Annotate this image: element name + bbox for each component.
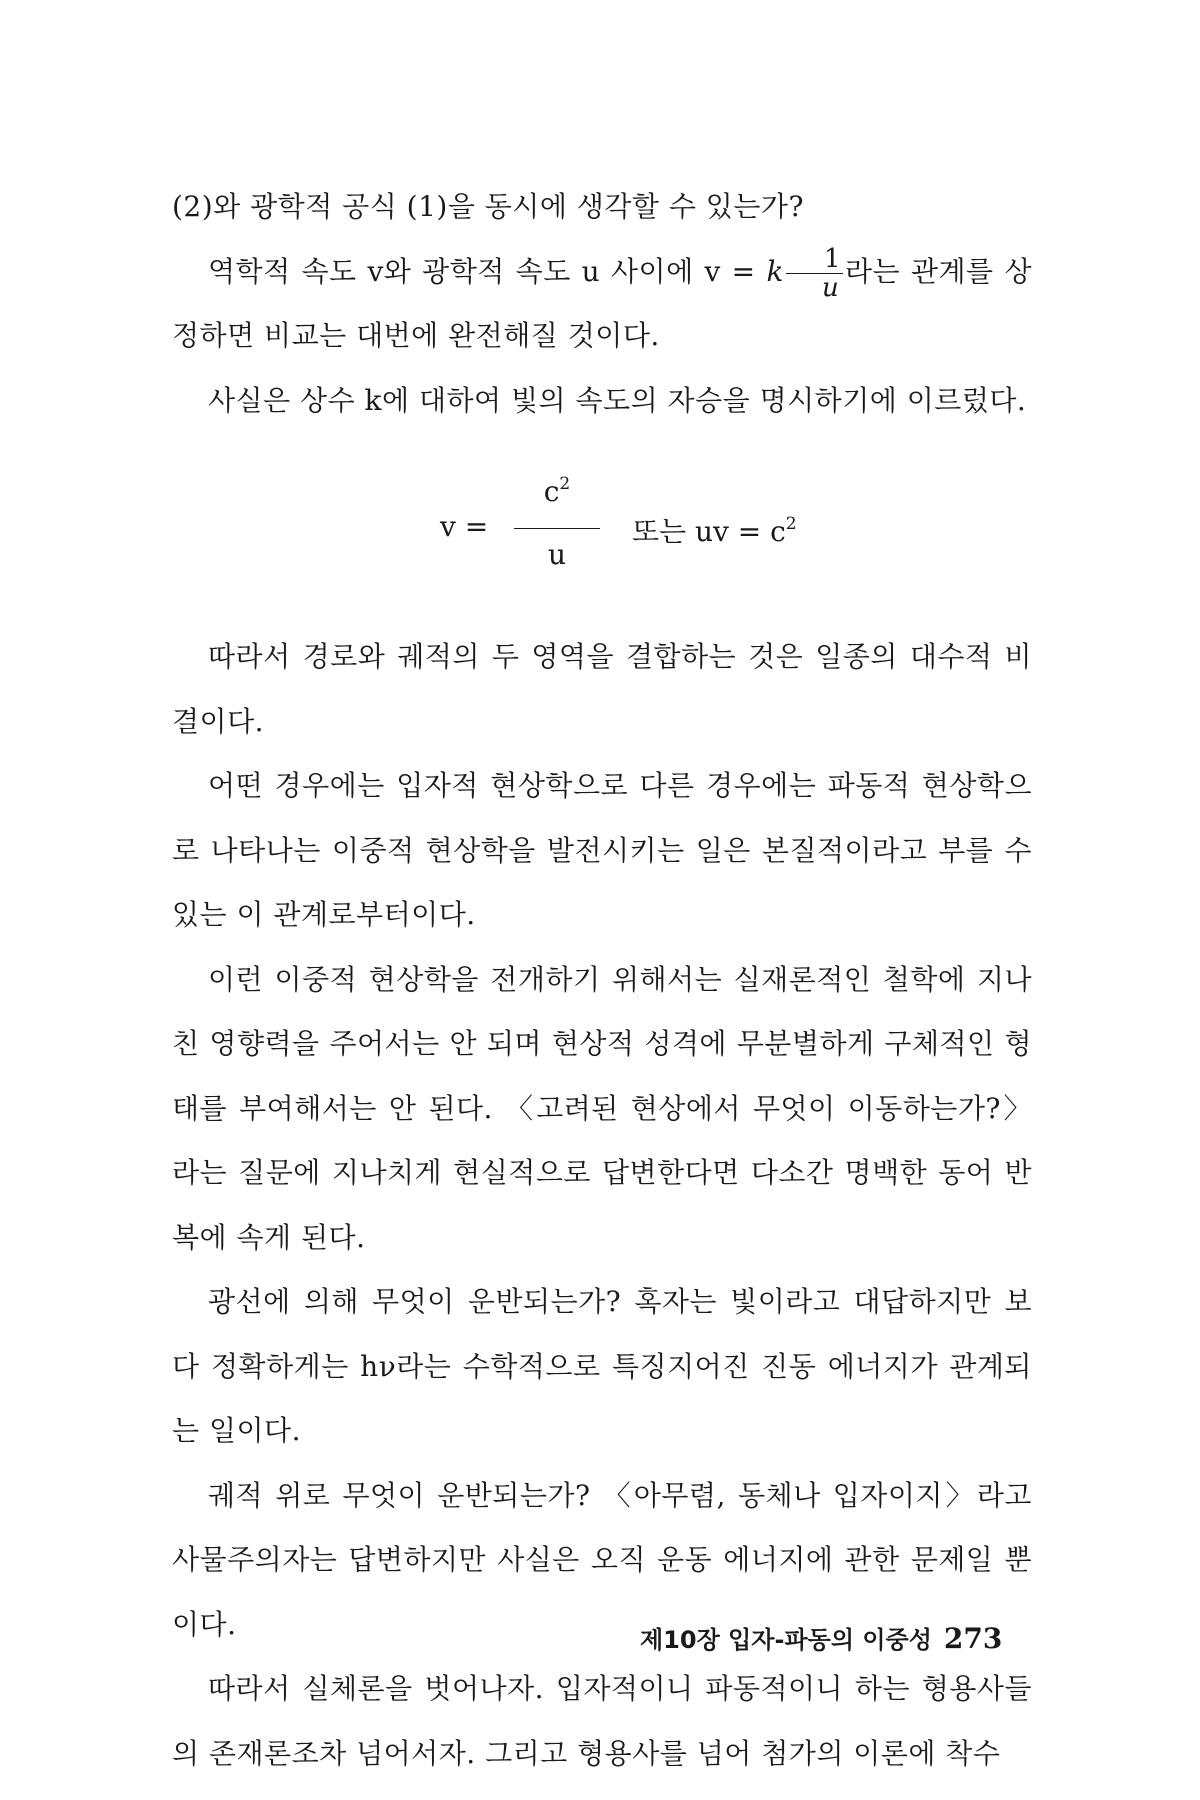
equation-fraction — [514, 470, 600, 575]
equation-connector: 또는 uv = c — [632, 515, 786, 548]
equation-numerator-exponent: 2 — [559, 474, 571, 494]
paragraph-5: 어떤 경우에는 입자적 현상학으로 다른 경우에는 파동적 현상학으로 나타나는 이중적 현상학을 발전시키는 일은 본질적이라고 부를 수 있는 이 관계로부터이다. — [172, 769, 1032, 931]
equation-rhs — [632, 510, 797, 550]
page-footer — [640, 1620, 1003, 1655]
page-number: 273 — [943, 1622, 1003, 1655]
inline-fraction — [786, 243, 843, 303]
paragraph-4: 따라서 경로와 궤적의 두 영역을 결합하는 것은 일종의 대수적 비결이다. — [172, 640, 1032, 738]
equation-rhs-exponent: 2 — [785, 514, 797, 534]
fraction-bar — [514, 528, 600, 529]
paragraph-2-after: 라는 관계를 상정하면 비교는 대번에 완전해질 것이다. — [172, 254, 1032, 352]
inline-fraction-numerator: 1 — [786, 246, 843, 274]
text-block-bottom — [172, 625, 1032, 1786]
equation-numerator-base: c — [543, 475, 560, 508]
paragraph-6: 이런 이중적 현상학을 전개하기 위해서는 실재론적인 철학에 지나친 영향력을 주어서는 안 되며 현상적 성격에 무분별하게 구체적인 형태를 부여해서는 안 된다. 〈고려된 현상에서 무엇이 이동하는가?〉라는 질문에 지나치게 현실적으로 답변한다면 다소간 명백한 동어 반복에 속게 된다. — [172, 962, 1032, 1254]
paragraph-7: 광선에 의해 무엇이 운반되는가? 혹자는 빛이라고 대답하지만 보다 정확하게는 hν라는 수학적으로 특징지어진 진동 에너지가 관계되는 일이다. — [172, 1285, 1032, 1447]
paragraph-9: 따라서 실체론을 벗어나자. 입자적이니 파동적이니 하는 형용사들의 존재론조차 넘어서자. 그리고 형용사를 넘어 첨가의 이론에 착수 — [172, 1672, 1032, 1770]
constant-k: k — [766, 254, 784, 288]
chapter-title: 제10장 입자-파동의 이중성 — [640, 1626, 932, 1654]
text-block-top — [172, 175, 1032, 433]
paragraph-2 — [172, 240, 1032, 369]
equation-numerator — [514, 470, 600, 514]
paragraph-1: (2)와 광학적 공식 (1)을 동시에 생각할 수 있는가? — [172, 190, 804, 223]
inline-fraction-denominator: u — [821, 272, 840, 303]
equation-lhs: v = — [440, 510, 489, 543]
paragraph-3: 사실은 상수 k에 대하여 빛의 속도의 자승을 명시하기에 이르렀다. — [208, 383, 1027, 417]
equation-denominator: u — [547, 538, 567, 571]
paragraph-2-before: 역학적 속도 v와 광학적 속도 u 사이에 v = — [208, 254, 767, 288]
paragraph-8: 궤적 위로 무엇이 운반되는가? 〈아무렴, 동체나 입자이지〉라고 사물주의자는 답변하지만 사실은 오직 운동 에너지에 관한 문제일 뿐이다. — [172, 1478, 1032, 1641]
display-equation — [440, 470, 860, 580]
